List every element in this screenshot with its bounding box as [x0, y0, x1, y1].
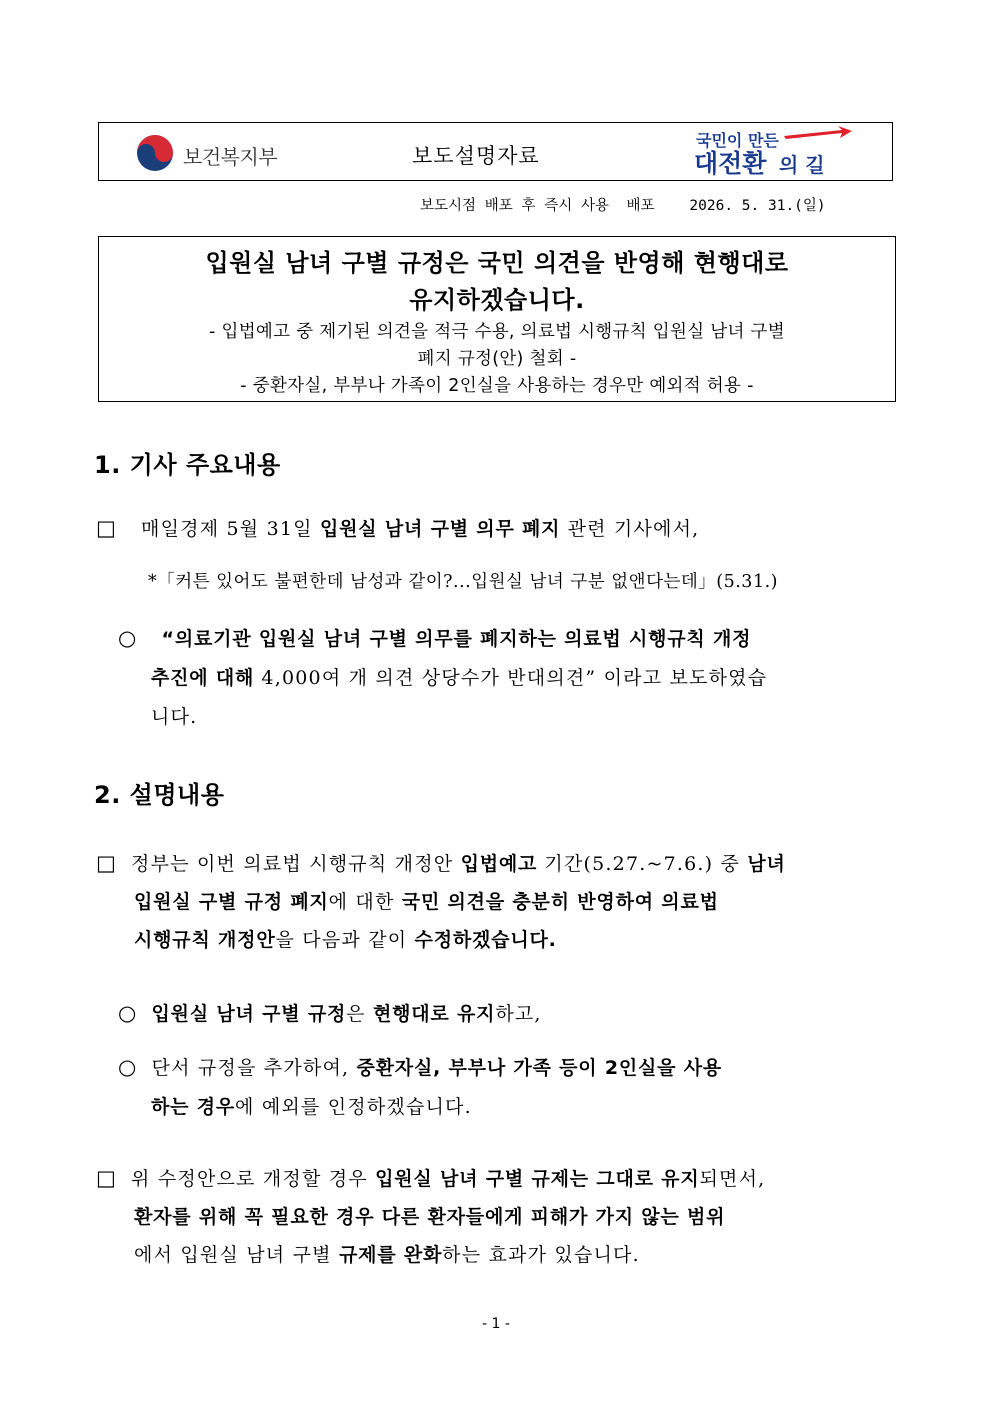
release-label: 보도시점: [420, 198, 477, 214]
s2-p2-text1: 은: [346, 1003, 373, 1025]
subtitle-line3: - 중환자실, 부부나 가족이 2인실을 사용하는 경우만 예외적 허용 -: [240, 376, 754, 396]
s1-note: *「커튼 있어도 불편한데 남성과 같이?...입원실 남녀 구분 없앤다는데」(5.31.): [148, 572, 778, 592]
s2-p1-bold3: 입원실 구별 규정 폐지: [134, 891, 329, 913]
s2-p1-line1: [96, 849, 786, 876]
s2-p1-bold1: 입법예고: [460, 853, 538, 875]
s2-p1-bold2: 남녀: [747, 853, 786, 875]
ministry-name: 보건복지부: [183, 145, 278, 169]
s2-p3-bold2: 하는 경우: [151, 1096, 236, 1118]
s1-paragraph1: [96, 514, 699, 541]
s1-p2-bold1: “의료기관 입원실 남녀 구별 의무를 폐지하는 의료법 시행규칙 개정: [161, 628, 752, 650]
s2-p1-bold6: 수정하겠습니다.: [414, 929, 557, 951]
square-bullet: □: [96, 1166, 118, 1190]
release-text: 배포 후 즉시 사용: [484, 198, 610, 214]
circle-bullet: ○: [118, 626, 138, 650]
s1-paragraph2-line2: [151, 663, 767, 690]
s2-p4-text2: 되면서,: [699, 1168, 766, 1190]
section1-heading: 1. 기사 주요내용: [94, 451, 281, 479]
s2-p4-line3: [134, 1240, 640, 1267]
slogan-line1: 국민이 만든: [696, 131, 779, 150]
s2-p3-text2: 에 예외를 인정하겠습니다.: [235, 1096, 472, 1118]
s2-p1-line3: [134, 925, 557, 952]
headline-line1: 입원실 남녀 구별 규정은 국민 의견을 반영해 현행대로: [205, 249, 789, 277]
s2-p3-text1: 단서 규정을 추가하여,: [151, 1057, 357, 1079]
s2-p4-line1: [96, 1164, 765, 1191]
release-date: 2026. 5. 31.(일): [689, 198, 826, 214]
s1-p1-bold1: 입원실 남녀 구별 의무 폐지: [319, 518, 561, 540]
square-bullet: □: [96, 851, 118, 875]
s2-p1-text3: 에 대한: [328, 891, 402, 913]
s2-p4-bold3: 규제를 완화: [338, 1244, 443, 1266]
circle-bullet: ○: [118, 1001, 138, 1025]
slogan-line2-b: 의 길: [779, 153, 825, 177]
slogan-line2-a: 대전환: [694, 149, 767, 178]
s2-p4-text3: 에서 입원실 남녀 구별: [134, 1244, 339, 1266]
s1-paragraph2-line3: 니다.: [151, 706, 198, 728]
s2-p2: [118, 999, 542, 1026]
subtitle-line1: - 입법예고 중 제기된 의견을 적극 수용, 의료법 시행규칙 입원실 남녀 구별: [209, 322, 785, 342]
subtitle-line2: 폐지 규정(안) 철회 -: [417, 349, 577, 369]
s2-p4-bold2: 환자를 위해 꼭 필요한 경우 다른 환자들에게 피해가 가지 않는 범위: [134, 1206, 726, 1228]
s2-p1-bold5: 시행규칙 개정안: [134, 929, 276, 951]
s2-p4-bold1: 입원실 남녀 구별 규제는 그대로 유지: [375, 1168, 700, 1190]
s2-p1-text2: 기간(5.27.~7.6.) 중: [537, 853, 748, 875]
s2-p2-bold2: 현행대로 유지: [372, 1003, 496, 1025]
s2-p4-line2: [134, 1202, 725, 1229]
circle-bullet: ○: [118, 1055, 138, 1079]
s2-p3-line1: [118, 1053, 722, 1080]
s2-p4-text1: 위 수정안으로 개정할 경우: [131, 1168, 376, 1190]
document-type: 보도설명자료: [412, 144, 540, 168]
s1-p2-text2: 4,000여 개 의견 상당수가 반대의견” 이라고 보도하였습: [254, 667, 768, 689]
s1-p1-text1: 매일경제 5월 31일: [141, 518, 320, 540]
arrow-icon: [784, 126, 852, 139]
s1-p2-bold2: 추진에 대해: [151, 667, 255, 689]
s1-paragraph2-line1: [118, 624, 751, 651]
headline-line2: 유지하겠습니다.: [409, 286, 585, 314]
s2-p1-line2: [134, 887, 719, 914]
s2-p4-text4: 하는 효과가 있습니다.: [442, 1244, 640, 1266]
s2-p1-text4: 을 다음과 같이: [275, 929, 415, 951]
s2-p2-bold1: 입원실 남녀 구별 규정: [151, 1003, 347, 1025]
section2-heading: 2. 설명내용: [94, 781, 225, 809]
release-line: [420, 194, 826, 215]
s2-p1-bold4: 국민 의견을 충분히 반영하여 의료법: [401, 891, 719, 913]
slogan-logo: [692, 124, 857, 179]
s2-p3-bold1: 중환자실, 부부나 가족 등이 2인실을 사용: [356, 1057, 723, 1079]
s2-p2-text2: 하고,: [495, 1003, 542, 1025]
s2-p1-text1: 정부는 이번 의료법 시행규칙 개정안: [131, 853, 461, 875]
s1-p1-text2: 관련 기사에서,: [560, 518, 700, 540]
taegeuk-logo-icon: [135, 133, 175, 173]
s2-p3-line2: [151, 1092, 472, 1119]
page-number: - 1 -: [482, 1316, 510, 1332]
distribution-label: 배포: [626, 198, 655, 214]
square-bullet: □: [96, 516, 118, 540]
